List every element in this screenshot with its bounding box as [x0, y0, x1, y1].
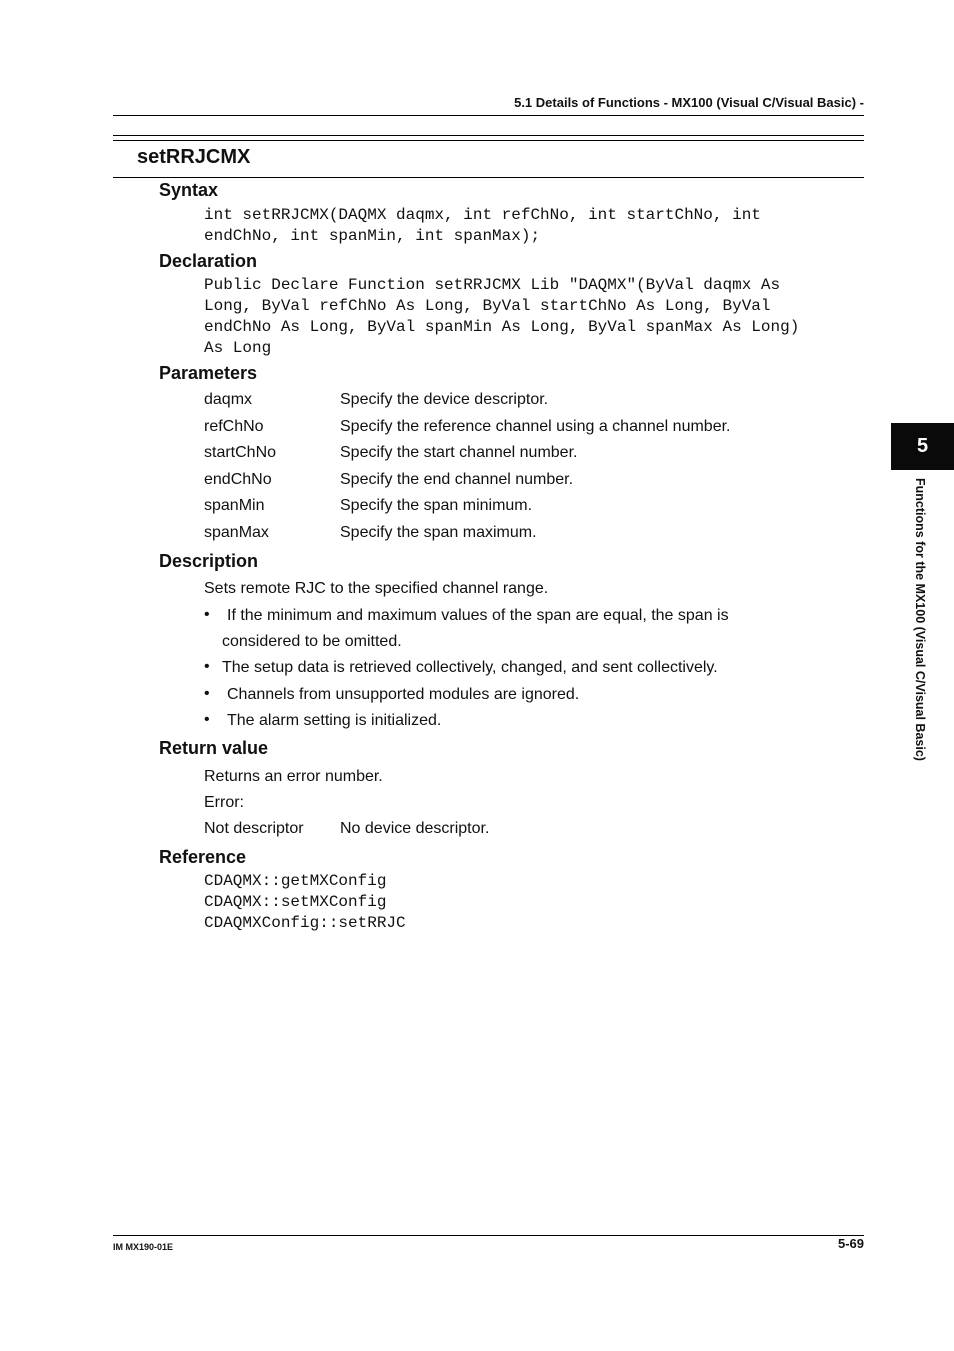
page-number: 5-69 [837, 1236, 864, 1251]
param-desc: Specify the span minimum. [340, 497, 533, 514]
doc-id: IM MX190-01E [113, 1242, 174, 1252]
bullet-text: If the minimum and maximum values of the span are equal, the span is [227, 607, 729, 624]
error-label: Error: [204, 794, 244, 811]
chapter-number: 5 [916, 435, 929, 457]
param-name: daqmx [204, 391, 253, 408]
bullet-text-continued: considered to be omitted. [222, 633, 402, 650]
param-desc: Specify the end channel number. [340, 471, 574, 488]
description-intro: Sets remote RJC to the specified channel range. [204, 580, 549, 597]
function-title: setRRJCMX [137, 146, 251, 168]
param-name: endChNo [204, 471, 272, 488]
syntax-line: int setRRJCMX(DAQMX daqmx, int refChNo, int startChNo, int [204, 206, 761, 224]
bullet-marker: • [204, 711, 210, 728]
param-name: spanMax [204, 524, 269, 541]
chapter-tab [891, 423, 954, 470]
bullet-marker: • [204, 606, 210, 623]
footer-rule [113, 1235, 864, 1236]
header-rule [113, 115, 864, 116]
parameters-heading: Parameters [159, 363, 258, 383]
param-desc: Specify the device descriptor. [340, 391, 549, 408]
title-rule-top [113, 135, 864, 136]
return-value-text: Returns an error number. [204, 768, 383, 785]
error-name: Not descriptor [204, 820, 304, 837]
param-desc: Specify the start channel number. [340, 444, 578, 461]
running-head: 5.1 Details of Functions - MX100 (Visual C/Visual Basic) - [514, 95, 864, 110]
bullet-text: The alarm setting is initialized. [227, 712, 442, 729]
title-rule-top-2 [113, 140, 864, 141]
description-heading: Description [159, 551, 259, 571]
param-name: spanMin [204, 497, 265, 514]
reference-link[interactable]: CDAQMXConfig::setRRJC [204, 914, 406, 932]
declaration-line: Long, ByVal refChNo As Long, ByVal startChNo As Long, ByVal [204, 297, 771, 315]
declaration-line: Public Declare Function setRRJCMX Lib "DAQMX"(ByVal daqmx As [204, 276, 781, 294]
bullet-text: Channels from unsupported modules are ignored. [227, 686, 580, 703]
title-rule-bottom [113, 177, 864, 178]
reference-heading: Reference [159, 847, 247, 867]
syntax-heading: Syntax [159, 180, 219, 200]
return-value-heading: Return value [159, 738, 269, 758]
declaration-heading: Declaration [159, 251, 258, 271]
param-desc: Specify the span maximum. [340, 524, 537, 541]
bullet-marker: • [204, 685, 210, 702]
reference-link[interactable]: CDAQMX::setMXConfig [204, 893, 387, 911]
param-desc: Specify the reference channel using a channel number. [340, 418, 731, 435]
declaration-line: endChNo As Long, ByVal spanMin As Long, ByVal spanMax As Long) [204, 318, 800, 336]
param-name: startChNo [204, 444, 277, 461]
declaration-line: As Long [204, 339, 272, 357]
reference-link[interactable]: CDAQMX::getMXConfig [204, 872, 387, 890]
chapter-side-label: Functions for the MX100 (Visual C/Visual Basic) [913, 478, 927, 761]
bullet-marker: • [204, 658, 210, 675]
syntax-line: endChNo, int spanMin, int spanMax); [204, 227, 541, 245]
param-name: refChNo [204, 418, 264, 435]
bullet-text: The setup data is retrieved collectively, changed, and sent collectively. [222, 659, 718, 676]
error-desc: No device descriptor. [340, 820, 490, 837]
